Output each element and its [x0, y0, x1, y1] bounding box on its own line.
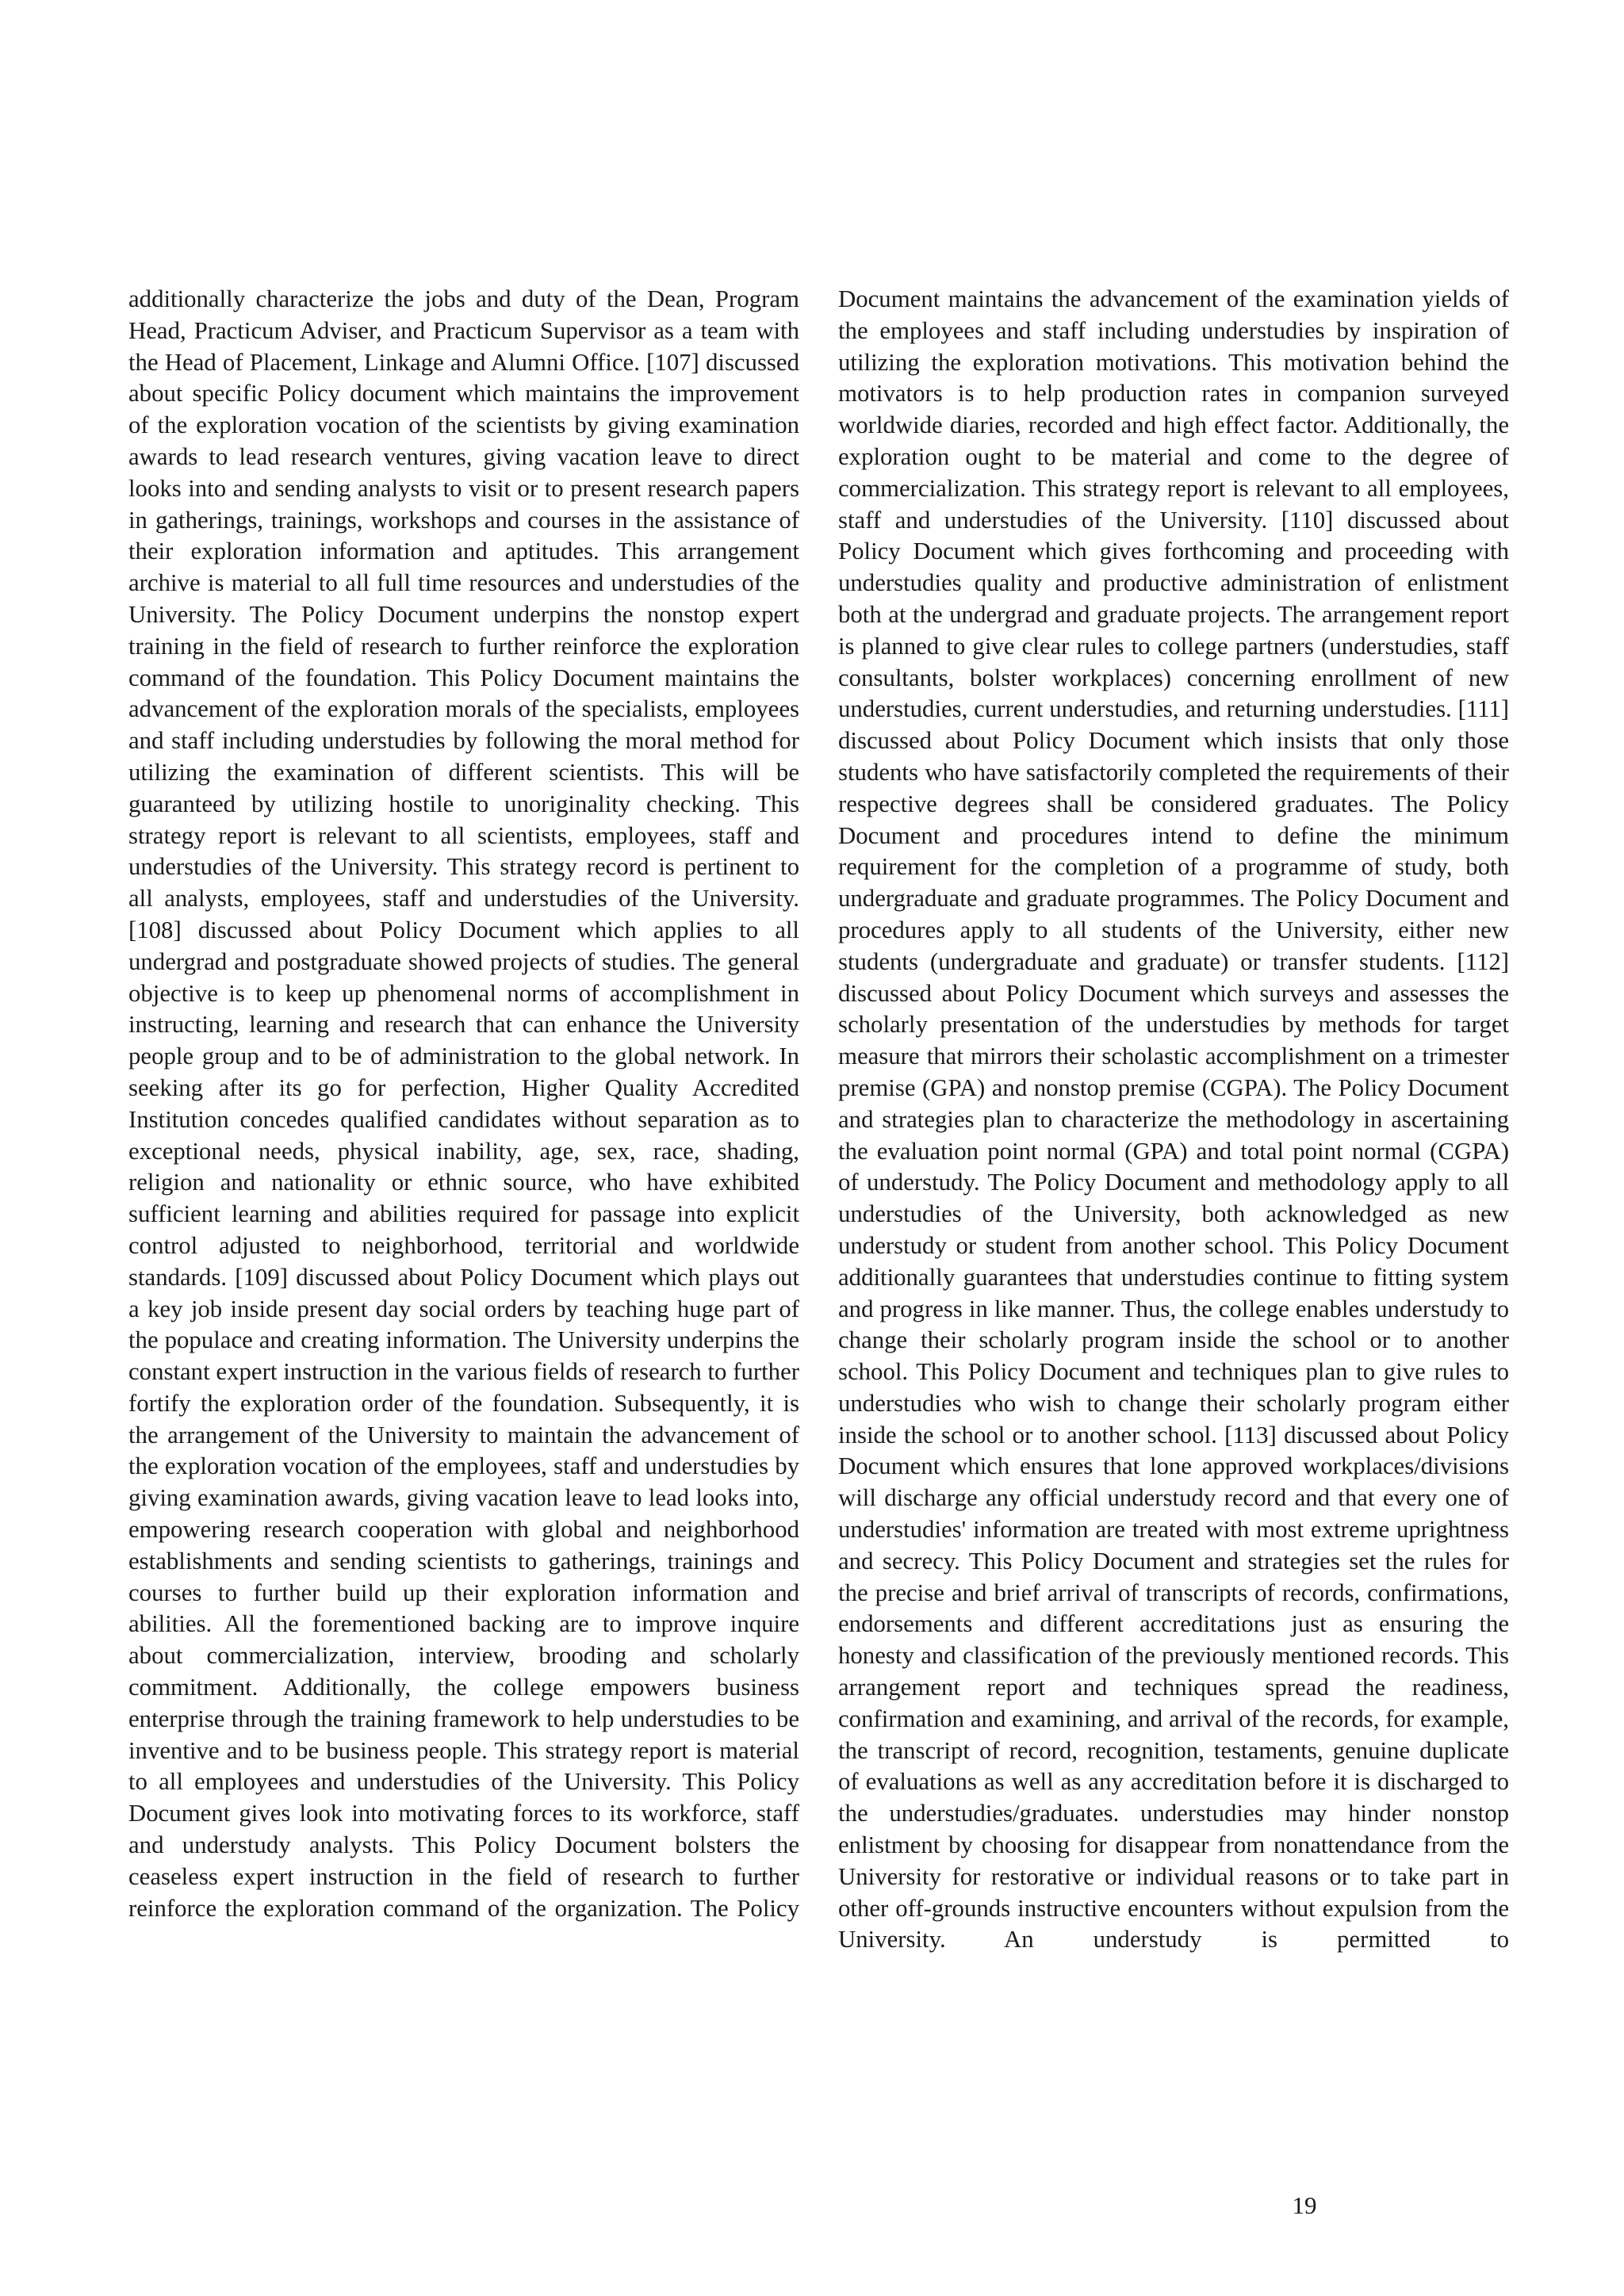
right-column-paragraph: Document maintains the advancement of the examination yields of the employees and staff including understudies by inspiration of utilizing the exploration motivations. This motivation behind the motivators is to help production rates in companion surveyed worldwide diaries, recorded and high effect factor. Additionally, the exploration ought to be material and come to the degree of commercialization. This strategy report is relevant to all employees, staff and understudies of the University. [110] discussed about Policy Document which gives forthcoming and proceeding with understudies quality and productive administration of enlistment both at the undergrad and graduate projects. The arrangement report is planned to give clear rules to college partners (understudies, staff consultants, bolster workplaces) concerning enrollment of new understudies, current understudies, and returning understudies. [111] discussed about Policy Document which insists that only those students who have satisfactorily completed the requirements of their respective degrees shall be considered graduates. The Policy Document and procedures intend to define the minimum requirement for the completion of a programme of study, both undergraduate and graduate programmes. The Policy Document and procedures apply to all students of the University, either new students (undergraduate and graduate) or transfer students. [112] discussed about Policy Document which surveys and assesses the scholarly presentation of the understudies by methods for target measure that mirrors their scholastic accomplishment on a trimester premise (GPA) and nonstop premise (CGPA). The Policy Document and strategies plan to characterize the methodology in ascertaining the evaluation point normal (GPA) and total point normal (CGPA) of understudy. The Policy Document and methodology apply to all understudies of the University, both acknowledged as new understudy or student from another school. This Policy Document additionally guarantees that understudies continue to fitting system and progress in like manner. Thus, the college enables understudy to change their scholarly program inside the school or to another school. This Policy Document and techniques plan to give rules to understudies who wish to change their scholarly program either inside the school or to another school. [113] discussed about Policy Document which ensures that lone approved workplaces/divisions will discharge any official understudy record and that every one of understudies' information are treated with most extreme uprightness and secrecy. This Policy Document and strategies set the rules for the precise and brief arrival of transcripts of records, confirmations, endorsements and different accreditations just as ensuring the honesty and classification of the previously mentioned records. This arrangement report and techniques spread the readiness, confirmation and examining, and arrival of the records, for example, the transcript of record, recognition, testaments, genuine duplicate of evaluations as well as any accreditation before it is discharged to the understudies/graduates. understudies may hinder nonstop enlistment by choosing for disappear from nonattendance from the University for restorative or individual reasons or to take part in other off-grounds instructive encounters without expulsion from the University. An understudy is permitted to	[838, 285, 1509, 1954]
left-column-paragraph: additionally characterize the jobs and duty of the Dean, Program Head, Practicum Adviser, and Practicum Supervisor as a team with the Head of Placement, Linkage and Alumni Office. [107] discussed about specific Policy document which maintains the improvement of the exploration vocation of the scientists by giving examination awards to lead research ventures, giving vacation leave to direct looks into and sending analysts to visit or to present research papers in gatherings, trainings, workshops and courses in the assistance of their exploration information and aptitudes. This arrangement archive is material to all full time resources and understudies of the University. The Policy Document underpins the nonstop expert training in the field of research to further reinforce the exploration command of the foundation. This Policy Document maintains the advancement of the exploration morals of the specialists, employees and staff including understudies by following the moral method for utilizing the examination of different scientists. This will be guaranteed by utilizing hostile to unoriginality checking. This strategy report is relevant to all scientists, employees, staff and understudies of the University. This strategy record is pertinent to all analysts, employees, staff and understudies of the University. [108] discussed about Policy Document which applies to all undergrad and postgraduate showed projects of studies. The general objective is to keep up phenomenal norms of accomplishment in instructing, learning and research that can enhance the University people group and to be of administration to the global network. In seeking after its go for perfection, Higher Quality Accredited Institution concedes qualified candidates without separation as to exceptional needs, physical inability, age, sex, race, shading, religion and nationality or ethnic source, who have exhibited sufficient learning and abilities required for passage into explicit control adjusted to neighborhood, territorial and worldwide standards. [109] discussed about Policy Document which plays out a key job inside present day social orders by teaching huge part of the populace and creating information. The University underpins the constant expert instruction in the various fields of research to further fortify the exploration order of the foundation. Subsequently, it is the arrangement of the University to maintain the advancement of the exploration vocation of the employees, staff and understudies by giving examination awards, giving vacation leave to lead looks into, empowering research cooperation with global and neighborhood establishments and sending scientists to gatherings, trainings and courses to further build up their exploration information and abilities. All the forementioned backing are to improve inquire about commercialization, interview, brooding and scholarly commitment. Additionally, the college empowers business enterprise through the training framework to help understudies to be inventive and to be business people. This strategy report is material to all employees and understudies of the University. This Policy Document gives look into motivating forces to its workforce, staff and understudy analysts. This Policy Document bolsters the ceaseless expert instruction in the field of research to further reinforce the exploration command of the organization. The Policy	[128, 285, 799, 1922]
left-text-column	[128, 284, 799, 1924]
right-text-column	[838, 284, 1509, 1956]
page-number: 19	[1292, 2191, 1317, 2219]
